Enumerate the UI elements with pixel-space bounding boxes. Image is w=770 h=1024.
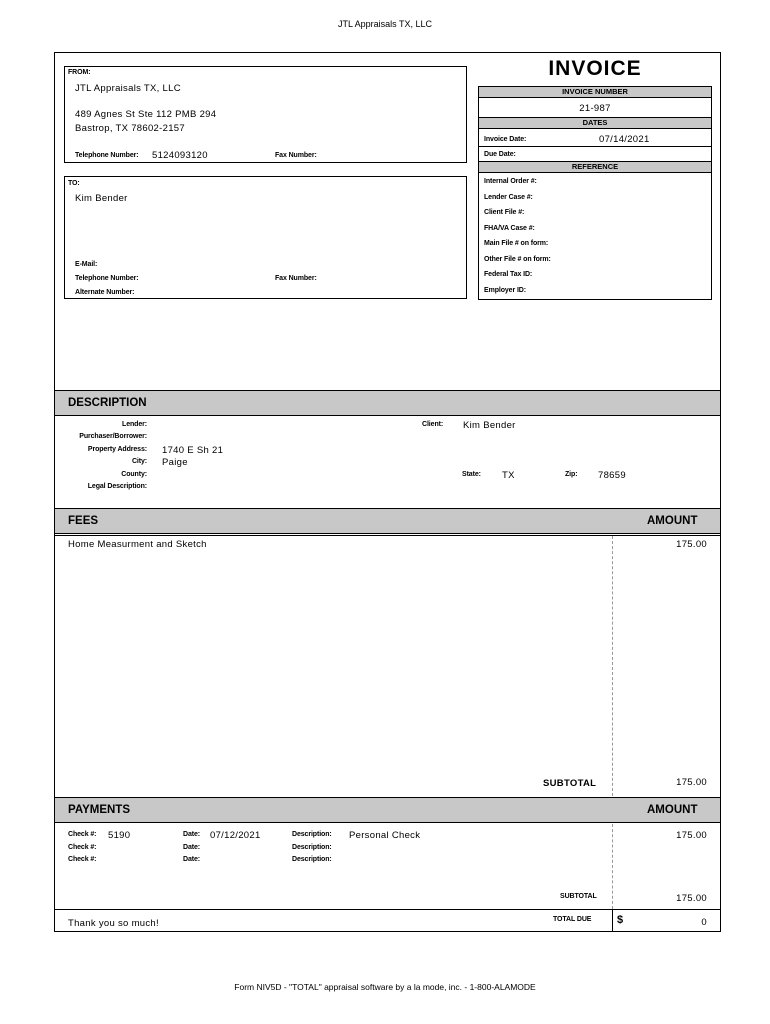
reference-item: Internal Order #:: [484, 178, 537, 185]
county-label: County:: [121, 471, 147, 478]
invoice-date: 07/14/2021: [599, 134, 650, 145]
reference-item: Client File #:: [484, 209, 525, 216]
client-value: Kim Bender: [463, 420, 516, 431]
fee-item-amount: 175.00: [676, 539, 707, 550]
property-address-label: Property Address:: [87, 446, 147, 453]
check-label-2: Check #:: [68, 844, 97, 851]
zip-label: Zip:: [565, 471, 578, 478]
reference-item: Employer ID:: [484, 286, 526, 294]
lender-label: Lender:: [122, 421, 147, 428]
city-label: City:: [131, 458, 147, 465]
currency-symbol: $: [617, 914, 624, 926]
desc-label-2: Description:: [292, 844, 332, 851]
to-email-label: E-Mail:: [75, 261, 98, 268]
zip-value: 78659: [598, 470, 626, 481]
property-address: 1740 E Sh 21: [162, 445, 224, 456]
client-label: Client:: [422, 421, 444, 428]
reference-item: FHA/VA Case #:: [484, 224, 535, 232]
from-address-line1: 489 Agnes St Ste 112 PMB 294: [75, 109, 217, 120]
total-due-label: TOTAL DUE: [553, 916, 592, 923]
city-value: Paige: [162, 457, 188, 468]
from-address-line2: Bastrop, TX 78602-2157: [75, 123, 185, 134]
reference-bar: REFERENCE: [478, 161, 712, 173]
fees-amount-heading: AMOUNT: [647, 515, 698, 527]
to-name: Kim Bender: [75, 193, 128, 204]
check-number-1: 5190: [108, 830, 131, 841]
dates-bar: DATES: [478, 117, 712, 129]
form-footer: Form NIV5D - "TOTAL" appraisal software by a la mode, inc. - 1-800-ALAMODE: [234, 982, 536, 992]
fees-subtotal-label: SUBTOTAL: [543, 778, 597, 789]
reference-item: Federal Tax ID:: [484, 271, 533, 278]
total-due-value: 0: [701, 917, 707, 928]
payments-header: [55, 797, 720, 823]
legal-description-label: Legal Description:: [87, 483, 147, 490]
date-label-2: Date:: [183, 844, 201, 851]
payments-heading: PAYMENTS: [68, 804, 130, 816]
from-label: FROM:: [68, 69, 91, 76]
fees-heading: FEES: [68, 515, 99, 527]
payments-amount-heading: AMOUNT: [647, 804, 698, 816]
page-header: JTL Appraisals TX, LLC: [337, 19, 433, 29]
due-date-label: Due Date:: [484, 151, 516, 158]
from-phone: 5124093120: [152, 150, 208, 161]
to-label: TO:: [68, 180, 80, 187]
fee-item-desc: Home Measurment and Sketch: [68, 539, 207, 550]
state-label: State:: [462, 471, 481, 478]
payment-amount-1: 175.00: [676, 830, 707, 841]
payments-subtotal: 175.00: [676, 893, 707, 904]
reference-item: Main File # on form:: [484, 240, 549, 247]
to-phone-label: Telephone Number:: [75, 275, 139, 282]
payments-subtotal-label: SUBTOTAL: [560, 893, 597, 900]
invoice-number-bar: INVOICE NUMBER: [478, 86, 712, 98]
state-value: TX: [502, 470, 515, 481]
description-header: [55, 390, 720, 416]
fees-amount-divider: [612, 536, 613, 796]
reference-item: Lender Case #:: [484, 193, 533, 201]
from-name: JTL Appraisals TX, LLC: [75, 83, 181, 94]
desc-label-1: Description:: [292, 831, 332, 838]
to-fax-label: Fax Number:: [275, 275, 317, 282]
purchaser-label: Purchaser/Borrower:: [79, 433, 147, 440]
fees-subtotal: 175.00: [676, 777, 707, 788]
payment-date-1: 07/12/2021: [210, 830, 261, 841]
from-phone-label: Telephone Number:: [75, 152, 139, 159]
payment-desc-1: Personal Check: [349, 830, 421, 841]
invoice-date-label: Invoice Date:: [484, 136, 527, 143]
invoice-number: 21-987: [579, 103, 611, 114]
check-label-1: Check #:: [68, 831, 97, 838]
fees-header: [55, 508, 720, 534]
desc-label-3: Description:: [292, 856, 332, 863]
reference-item: Other File # on form:: [484, 255, 551, 263]
description-heading: DESCRIPTION: [68, 397, 147, 409]
from-fax-label: Fax Number:: [275, 152, 317, 159]
date-label-3: Date:: [183, 856, 201, 863]
to-alternate-label: Alternate Number:: [75, 289, 135, 296]
date-label-1: Date:: [183, 831, 201, 838]
invoice-title: INVOICE: [548, 57, 642, 80]
check-label-3: Check #:: [68, 856, 97, 863]
thank-you-message: Thank you so much!: [68, 918, 159, 929]
